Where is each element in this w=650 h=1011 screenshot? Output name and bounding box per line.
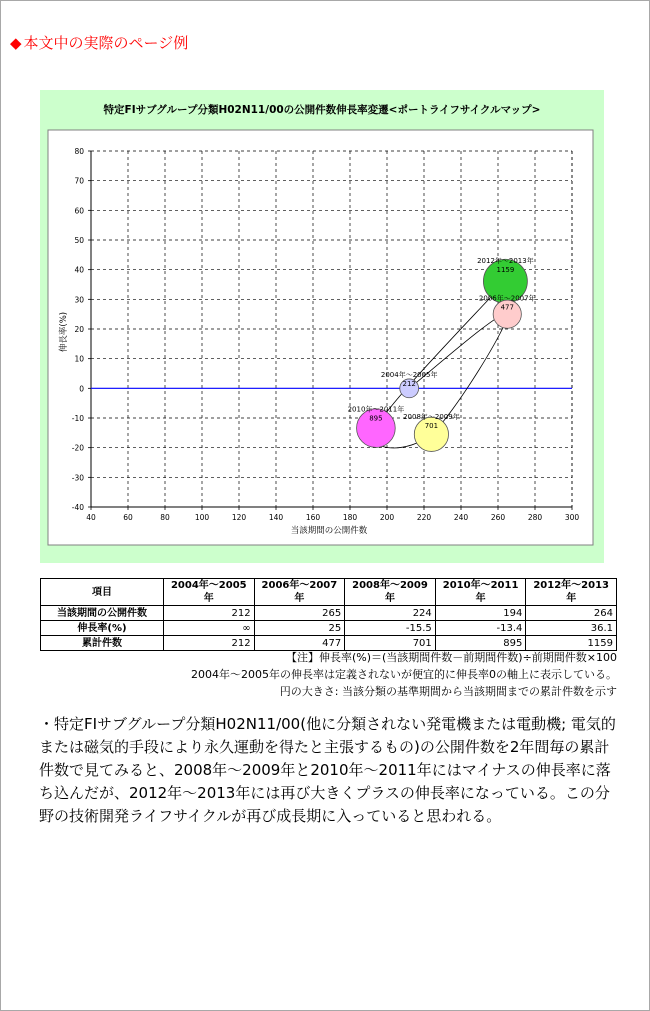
row-header: 累計件数	[41, 636, 164, 651]
bubble-size-label: 701	[424, 421, 439, 430]
table-header-cell: 項目	[41, 579, 164, 606]
x-tick-label: 100	[194, 513, 210, 522]
table-cell: 265	[254, 606, 345, 621]
bubble-size-label: 1159	[496, 266, 515, 275]
y-axis-label: 伸長率(%)	[59, 311, 69, 353]
y-tick-label: 30	[74, 295, 84, 305]
x-tick-label: 180	[342, 513, 358, 522]
x-tick-label: 260	[490, 513, 506, 522]
table-row	[41, 606, 617, 621]
y-tick-label: 80	[74, 147, 84, 156]
bubble-chart	[40, 90, 604, 563]
gridlines	[91, 151, 572, 507]
chart-panel	[40, 90, 604, 563]
note-line: 2004年～2005年の伸長率は定義されないが便宜的に伸長率0の軸上に表示している。	[191, 668, 617, 681]
bubble-period-label: 2008年～2009年	[403, 412, 460, 421]
x-tick-label: 80	[160, 513, 170, 522]
y-tick-label: -30	[71, 473, 84, 483]
table-header-cell: 2006年～2007年	[254, 579, 345, 606]
x-tick-label: 240	[453, 513, 469, 522]
bubble-size-label: 477	[500, 303, 514, 312]
y-tick-label: 70	[74, 176, 84, 186]
note-line: 円の大きさ: 当該分類の基準期間から当該期間までの累計件数を示す	[279, 685, 617, 698]
x-tick-label: 140	[268, 513, 284, 522]
table-cell: 194	[435, 606, 526, 621]
table-cell: 895	[435, 636, 526, 651]
section-heading-text: 本文中の実際のページ例	[23, 34, 189, 52]
x-tick-label: 300	[564, 513, 580, 522]
table-header-cell: 2008年～2009年	[345, 579, 436, 606]
bubble-size-label: 895	[369, 414, 383, 423]
bubble-period-label: 2006年～2007年	[478, 294, 536, 303]
row-header: 伸長率(%)	[41, 621, 164, 636]
note-line: 【注】伸長率(%)＝(当該期間件数－前期間件数)÷前期間件数×100	[285, 651, 617, 664]
table-cell: 264	[526, 606, 617, 621]
table-cell: 477	[254, 636, 345, 651]
y-tick-label: 10	[74, 354, 84, 364]
table-cell: -13.4	[435, 621, 526, 636]
table-cell: 224	[345, 606, 436, 621]
table-header-cell: 2010年～2011年	[435, 579, 526, 606]
section-heading	[10, 32, 188, 53]
x-axis-label: 当該期間の公開件数	[290, 526, 368, 536]
bubble-period-label: 2004年～2005年	[380, 371, 438, 380]
y-tick-label: 20	[74, 325, 84, 334]
table-cell: 212	[164, 606, 255, 621]
y-tick-label: 50	[74, 236, 84, 245]
table-cell: 701	[345, 636, 436, 651]
table-cell: -15.5	[345, 621, 436, 636]
body-paragraph: ・特定FIサブグループ分類H02N11/00(他に分類されない発電機または電動機; 電気的または磁気的手段により永久運動を得たと主張するもの)の公開件数を2年間毎の累計件数で見てみると、2008年～2009年と2010年～2011年にはマイナスの伸長率に落ち込んだが、2012年～2013年には再び大きくプラスの伸長率になっている。この分野の技術開発ライフサイクルが再び成長期に入っていると思われる。	[39, 715, 616, 825]
y-tick-label: -10	[71, 414, 84, 423]
bubble-size-label: 212	[402, 380, 416, 389]
row-header: 当該期間の公開件数	[41, 606, 164, 621]
table-header-row	[41, 579, 617, 606]
table-header-cell: 2004年～2005年	[164, 579, 255, 606]
y-tick-label: 60	[74, 206, 84, 216]
summary-table	[40, 578, 617, 651]
table-cell: 1159	[526, 636, 617, 651]
x-tick-label: 280	[527, 513, 543, 522]
y-tick-label: 0	[79, 384, 84, 394]
bubble-period-label: 2010年～2011年	[347, 405, 405, 414]
y-tick-label: -40	[71, 503, 84, 512]
x-tick-label: 220	[416, 513, 432, 522]
x-tick-label: 200	[379, 513, 395, 522]
y-tick-label: -20	[71, 443, 84, 453]
table-cell: ∞	[164, 621, 255, 636]
x-tick-label: 40	[86, 513, 96, 522]
x-tick-label: 160	[305, 513, 321, 522]
chart-notes	[191, 649, 617, 700]
y-tick-label: 40	[74, 265, 84, 275]
table-row	[41, 621, 617, 636]
table-cell: 25	[254, 621, 345, 636]
x-tick-label: 120	[231, 513, 247, 522]
chart-title: 特定FIサブグループ分類H02N11/00の公開件数伸長率変遷<ポートライフサイクルマップ>	[103, 104, 541, 116]
table-header-cell: 2012年～2013年	[526, 579, 617, 606]
table-cell: 36.1	[526, 621, 617, 636]
x-tick-label: 60	[123, 513, 133, 522]
bubble-period-label: 2012年～2013年	[477, 257, 534, 266]
diamond-bullet-icon: ◆	[10, 34, 22, 52]
table-cell: 212	[164, 636, 255, 651]
